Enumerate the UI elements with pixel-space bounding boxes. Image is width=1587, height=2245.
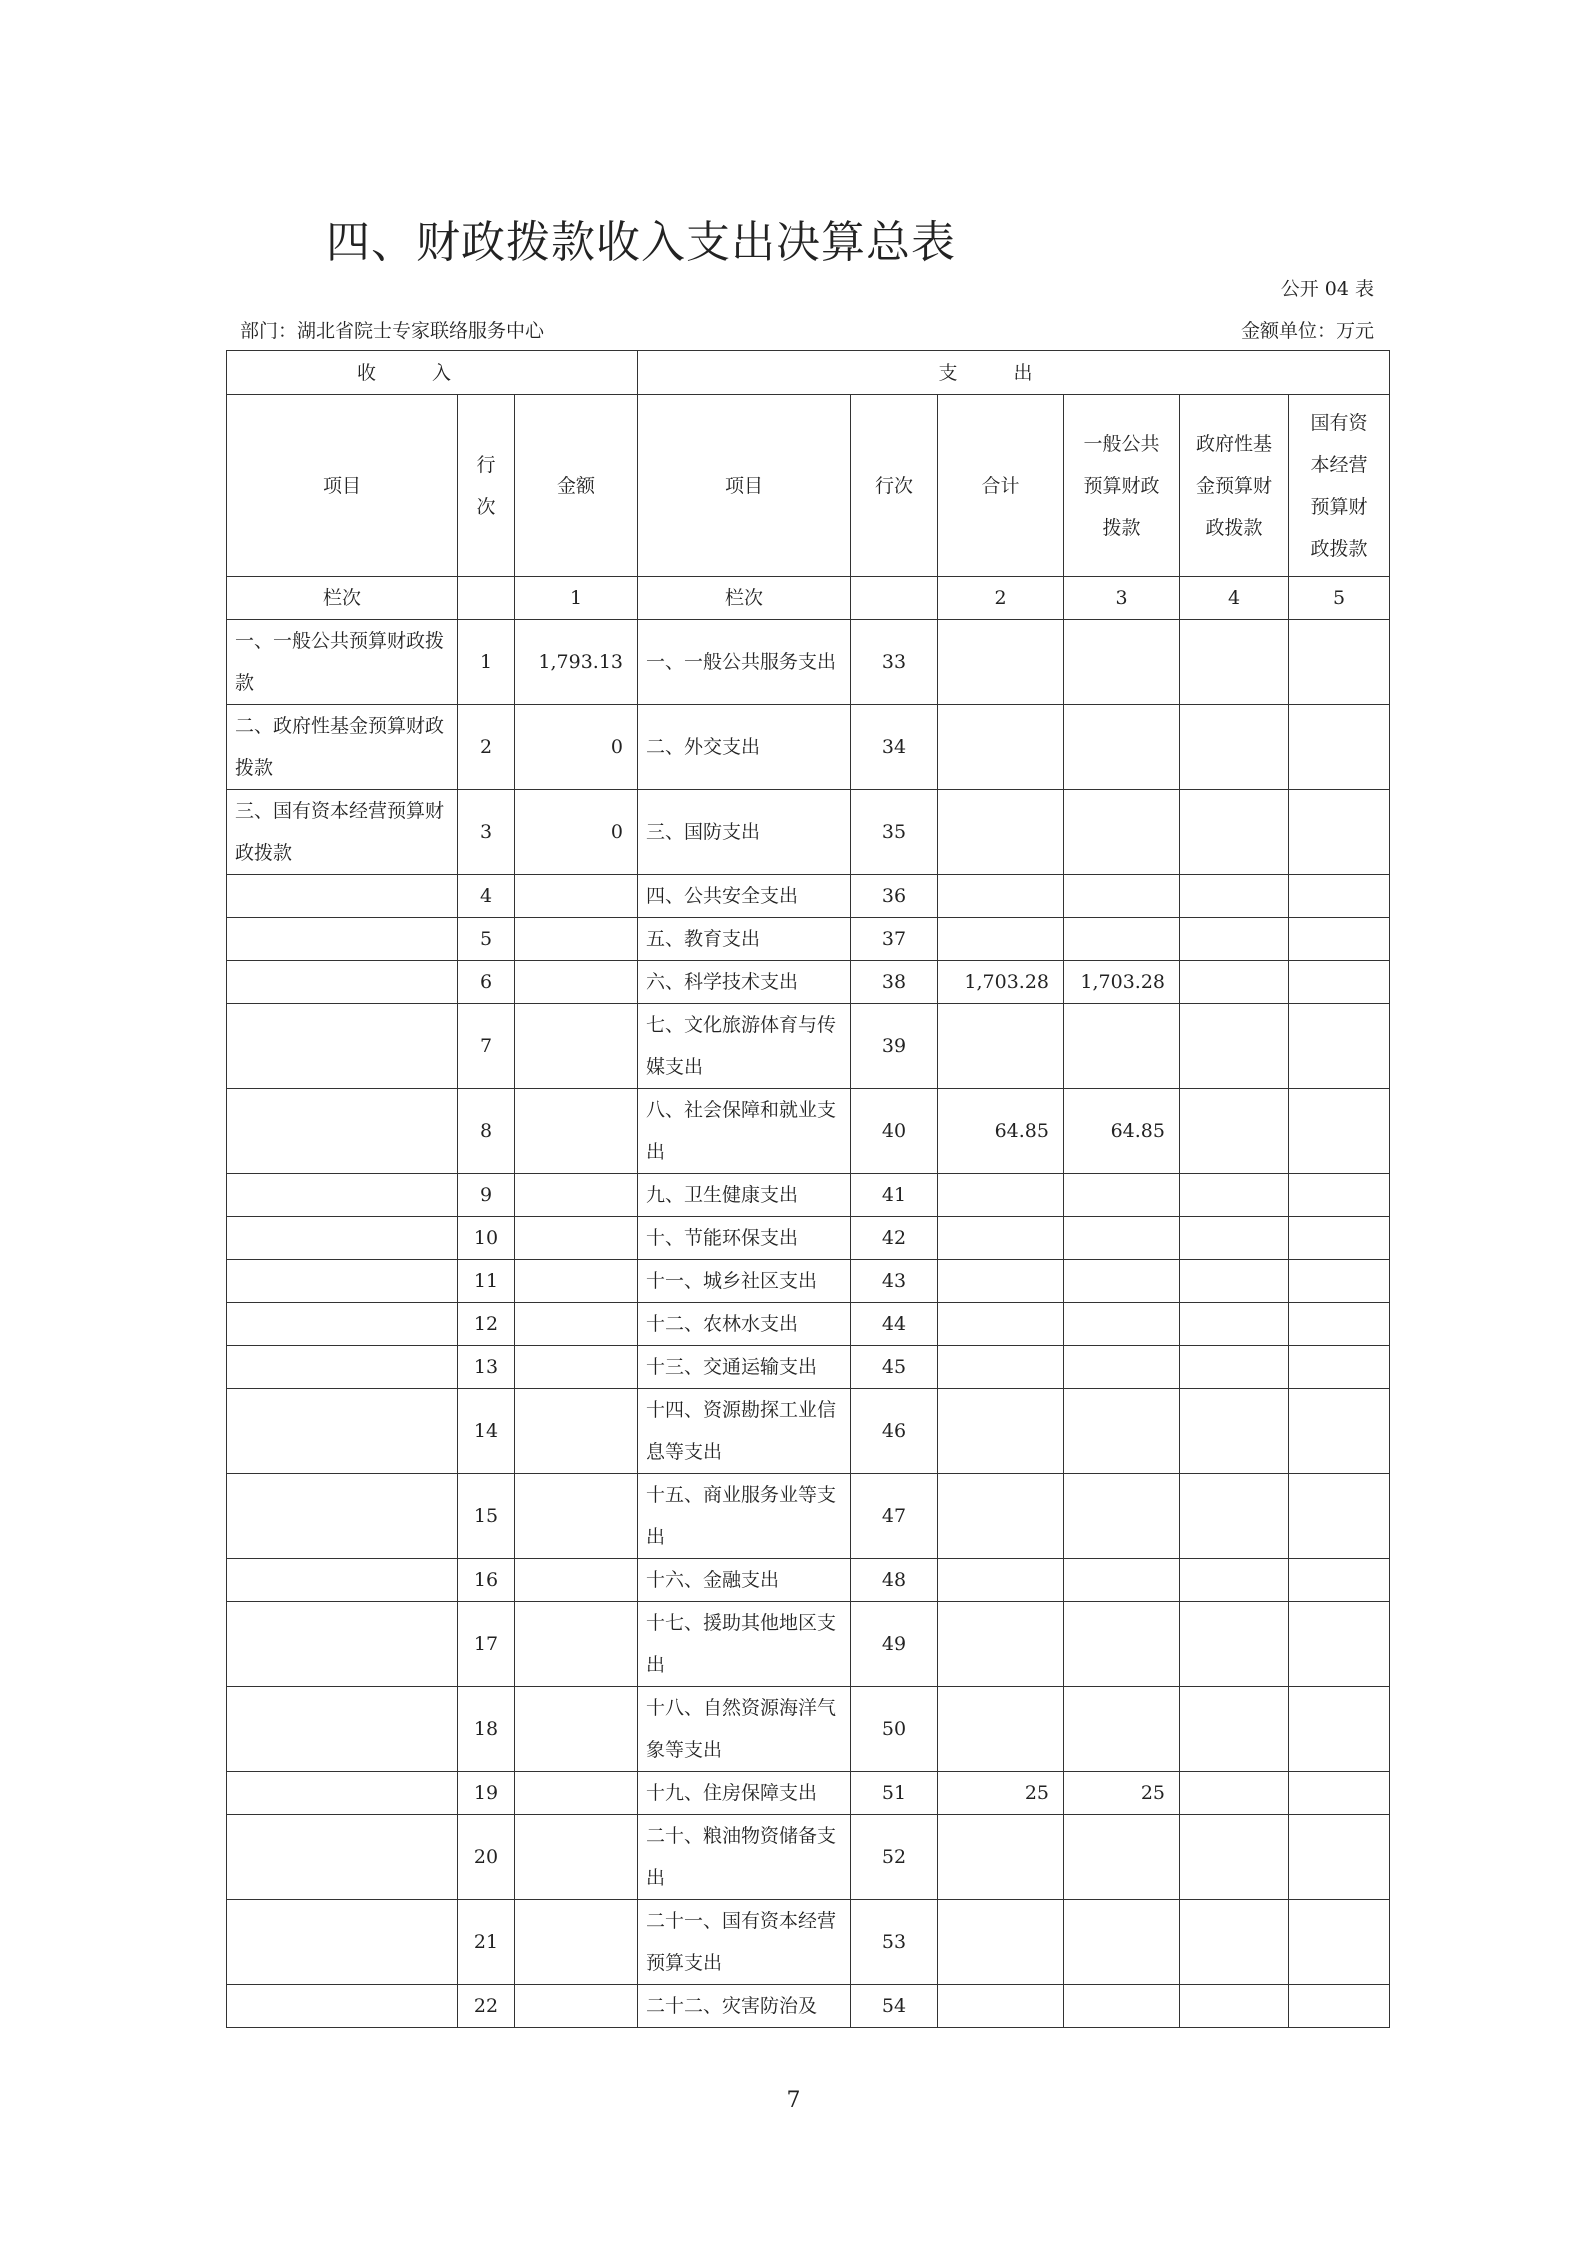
expense-row-no: 49 <box>851 1602 938 1687</box>
expense-item: 八、社会保障和就业支出 <box>638 1089 851 1174</box>
column-number: 2 <box>938 577 1064 620</box>
expense-row-no: 40 <box>851 1089 938 1174</box>
income-row-no: 17 <box>458 1602 515 1687</box>
gov-fund-amount <box>1180 620 1289 705</box>
page-number: 7 <box>786 2088 801 2113</box>
gov-fund-amount <box>1180 1303 1289 1346</box>
gov-fund-amount <box>1180 875 1289 918</box>
general-public-amount <box>1064 875 1180 918</box>
total-amount: 1,703.28 <box>938 961 1064 1004</box>
gov-fund-amount <box>1180 1602 1289 1687</box>
gov-fund-amount <box>1180 1174 1289 1217</box>
state-capital-amount <box>1289 961 1390 1004</box>
expense-item: 二十一、国有资本经营预算支出 <box>638 1900 851 1985</box>
general-public-amount <box>1064 790 1180 875</box>
income-item <box>227 1815 458 1900</box>
table-row <box>227 1004 1390 1089</box>
income-item <box>227 1602 458 1687</box>
income-row-no: 8 <box>458 1089 515 1174</box>
state-capital-amount <box>1289 1900 1390 1985</box>
total-amount <box>938 705 1064 790</box>
income-amount <box>515 1174 638 1217</box>
state-capital-amount <box>1289 918 1390 961</box>
income-row-no: 22 <box>458 1985 515 2028</box>
gov-fund-amount <box>1180 1772 1289 1815</box>
table-body <box>227 620 1390 2028</box>
expense-item: 十、节能环保支出 <box>638 1217 851 1260</box>
income-row-no: 14 <box>458 1389 515 1474</box>
table-row <box>227 1900 1390 1985</box>
expense-row-no: 33 <box>851 620 938 705</box>
table-row <box>227 1260 1390 1303</box>
general-public-amount <box>1064 1004 1180 1089</box>
income-amount <box>515 1815 638 1900</box>
expense-row-no: 46 <box>851 1389 938 1474</box>
total-amount <box>938 1900 1064 1985</box>
general-public-amount <box>1064 1474 1180 1559</box>
expense-item: 十八、自然资源海洋气象等支出 <box>638 1687 851 1772</box>
income-amount <box>515 1602 638 1687</box>
income-row-no: 9 <box>458 1174 515 1217</box>
state-capital-amount <box>1289 705 1390 790</box>
expense-row-no: 34 <box>851 705 938 790</box>
income-row-no-header: 行次 <box>458 395 515 577</box>
gov-fund-amount <box>1180 1260 1289 1303</box>
income-row-no: 5 <box>458 918 515 961</box>
state-capital-amount <box>1289 1772 1390 1815</box>
total-amount <box>938 1346 1064 1389</box>
expense-item: 十七、援助其他地区支出 <box>638 1602 851 1687</box>
general-public-amount <box>1064 1815 1180 1900</box>
total-amount <box>938 1602 1064 1687</box>
income-amount <box>515 1346 638 1389</box>
income-row-no: 4 <box>458 875 515 918</box>
gov-fund-amount <box>1180 1389 1289 1474</box>
income-item <box>227 1346 458 1389</box>
expense-row-no: 51 <box>851 1772 938 1815</box>
total-amount <box>938 1474 1064 1559</box>
general-public-header: 一般公共预算财政拨款 <box>1064 395 1180 577</box>
expense-row-no: 37 <box>851 918 938 961</box>
expense-row-no: 42 <box>851 1217 938 1260</box>
gov-fund-amount <box>1180 1900 1289 1985</box>
income-row-no: 10 <box>458 1217 515 1260</box>
gov-fund-amount <box>1180 961 1289 1004</box>
income-item <box>227 1174 458 1217</box>
state-capital-amount <box>1289 1815 1390 1900</box>
table-row <box>227 620 1390 705</box>
income-row-no: 19 <box>458 1772 515 1815</box>
income-amount <box>515 1217 638 1260</box>
expense-row-no: 43 <box>851 1260 938 1303</box>
expense-row-no: 39 <box>851 1004 938 1089</box>
income-item <box>227 918 458 961</box>
income-item <box>227 1217 458 1260</box>
income-section-header: 收入 <box>227 351 638 395</box>
income-row-no: 20 <box>458 1815 515 1900</box>
gov-fund-amount <box>1180 705 1289 790</box>
general-public-amount <box>1064 1217 1180 1260</box>
income-amount <box>515 1687 638 1772</box>
expense-item: 二十二、灾害防治及 <box>638 1985 851 2028</box>
state-capital-amount <box>1289 1303 1390 1346</box>
income-item-header: 项目 <box>227 395 458 577</box>
page-title: 四、财政拨款收入支出决算总表 <box>326 217 956 268</box>
general-public-amount <box>1064 1602 1180 1687</box>
gov-fund-amount <box>1180 918 1289 961</box>
general-public-amount <box>1064 1303 1180 1346</box>
state-capital-amount <box>1289 1389 1390 1474</box>
total-amount <box>938 1985 1064 2028</box>
income-amount <box>515 1389 638 1474</box>
expense-item: 二十、粮油物资储备支出 <box>638 1815 851 1900</box>
total-amount <box>938 620 1064 705</box>
column-number: 1 <box>515 577 638 620</box>
table-row <box>227 1772 1390 1815</box>
state-capital-amount <box>1289 1260 1390 1303</box>
income-amount <box>515 1474 638 1559</box>
table-row <box>227 1687 1390 1772</box>
income-row-no: 7 <box>458 1004 515 1089</box>
expense-row-no: 48 <box>851 1559 938 1602</box>
state-capital-amount <box>1289 1174 1390 1217</box>
column-number: 4 <box>1180 577 1289 620</box>
table-row <box>227 1474 1390 1559</box>
column-number: 3 <box>1064 577 1180 620</box>
income-row-no: 16 <box>458 1559 515 1602</box>
state-capital-amount <box>1289 1985 1390 2028</box>
income-item: 三、国有资本经营预算财政拨款 <box>227 790 458 875</box>
gov-fund-amount <box>1180 1815 1289 1900</box>
expense-row-no-header: 行次 <box>851 395 938 577</box>
income-item <box>227 961 458 1004</box>
expense-row-no: 36 <box>851 875 938 918</box>
total-header: 合计 <box>938 395 1064 577</box>
income-row-no: 6 <box>458 961 515 1004</box>
total-amount <box>938 1260 1064 1303</box>
income-item <box>227 875 458 918</box>
total-amount <box>938 1559 1064 1602</box>
gov-fund-amount <box>1180 1004 1289 1089</box>
total-amount <box>938 1004 1064 1089</box>
general-public-amount <box>1064 1900 1180 1985</box>
total-amount <box>938 875 1064 918</box>
income-row-no: 3 <box>458 790 515 875</box>
income-item <box>227 1559 458 1602</box>
expense-item: 六、科学技术支出 <box>638 961 851 1004</box>
income-item <box>227 1389 458 1474</box>
total-amount <box>938 1687 1064 1772</box>
general-public-amount <box>1064 1985 1180 2028</box>
expense-item: 十一、城乡社区支出 <box>638 1260 851 1303</box>
income-amount <box>515 918 638 961</box>
table-row <box>227 1346 1390 1389</box>
income-row-no: 2 <box>458 705 515 790</box>
income-item <box>227 1260 458 1303</box>
income-amount <box>515 1089 638 1174</box>
income-item <box>227 1303 458 1346</box>
table-row <box>227 1559 1390 1602</box>
income-row-no: 21 <box>458 1900 515 1985</box>
expense-row-no: 50 <box>851 1687 938 1772</box>
expense-item: 二、外交支出 <box>638 705 851 790</box>
expense-item: 九、卫生健康支出 <box>638 1174 851 1217</box>
income-item <box>227 1089 458 1174</box>
gov-fund-header: 政府性基金预算财政拨款 <box>1180 395 1289 577</box>
general-public-amount <box>1064 1346 1180 1389</box>
expense-section-header: 支出 <box>638 351 1390 395</box>
column-label: 栏次 <box>638 577 851 620</box>
table-row <box>227 1303 1390 1346</box>
income-amount <box>515 1260 638 1303</box>
income-amount <box>515 1303 638 1346</box>
general-public-amount <box>1064 918 1180 961</box>
expense-item: 四、公共安全支出 <box>638 875 851 918</box>
expense-item: 一、一般公共服务支出 <box>638 620 851 705</box>
income-row-no: 13 <box>458 1346 515 1389</box>
income-item: 二、政府性基金预算财政拨款 <box>227 705 458 790</box>
general-public-amount <box>1064 1260 1180 1303</box>
gov-fund-amount <box>1180 1985 1289 2028</box>
expense-row-no: 53 <box>851 1900 938 1985</box>
state-capital-amount <box>1289 1089 1390 1174</box>
table-row <box>227 875 1390 918</box>
total-amount <box>938 1389 1064 1474</box>
table-row <box>227 1174 1390 1217</box>
table-row <box>227 1089 1390 1174</box>
income-amount: 0 <box>515 705 638 790</box>
table-row <box>227 1217 1390 1260</box>
state-capital-amount <box>1289 1602 1390 1687</box>
table-row <box>227 705 1390 790</box>
income-item: 一、一般公共预算财政拨款 <box>227 620 458 705</box>
income-amount <box>515 1004 638 1089</box>
income-amount: 0 <box>515 790 638 875</box>
state-capital-amount <box>1289 1559 1390 1602</box>
expense-row-no: 38 <box>851 961 938 1004</box>
general-public-amount <box>1064 1559 1180 1602</box>
income-amount <box>515 1900 638 1985</box>
department-label: 部门：湖北省院士专家联络服务中心 <box>240 320 545 342</box>
fiscal-summary-table <box>226 350 1390 2028</box>
expense-row-no: 41 <box>851 1174 938 1217</box>
empty-cell <box>458 577 515 620</box>
income-item <box>227 1687 458 1772</box>
table-row <box>227 1602 1390 1687</box>
income-row-no: 1 <box>458 620 515 705</box>
expense-row-no: 52 <box>851 1815 938 1900</box>
income-row-no: 11 <box>458 1260 515 1303</box>
table-row <box>227 961 1390 1004</box>
table-row <box>227 1985 1390 2028</box>
income-amount <box>515 1772 638 1815</box>
expense-item: 十九、住房保障支出 <box>638 1772 851 1815</box>
income-amount <box>515 875 638 918</box>
income-amount: 1,793.13 <box>515 620 638 705</box>
table-row <box>227 918 1390 961</box>
gov-fund-amount <box>1180 1089 1289 1174</box>
expense-row-no: 54 <box>851 1985 938 2028</box>
table-row <box>227 1815 1390 1900</box>
income-item <box>227 1004 458 1089</box>
income-amount <box>515 1559 638 1602</box>
general-public-amount <box>1064 1174 1180 1217</box>
table-row <box>227 790 1390 875</box>
general-public-amount <box>1064 620 1180 705</box>
income-row-no: 15 <box>458 1474 515 1559</box>
state-capital-amount <box>1289 875 1390 918</box>
amount-unit-label: 金额单位：万元 <box>1240 320 1374 342</box>
expense-item: 三、国防支出 <box>638 790 851 875</box>
gov-fund-amount <box>1180 1217 1289 1260</box>
expense-item: 七、文化旅游体育与传媒支出 <box>638 1004 851 1089</box>
total-amount <box>938 790 1064 875</box>
table-row <box>227 1389 1390 1474</box>
state-capital-amount <box>1289 1346 1390 1389</box>
empty-cell <box>851 577 938 620</box>
expense-item: 十五、商业服务业等支出 <box>638 1474 851 1559</box>
expense-item: 十二、农林水支出 <box>638 1303 851 1346</box>
income-amount-header: 金额 <box>515 395 638 577</box>
state-capital-amount <box>1289 1004 1390 1089</box>
general-public-amount <box>1064 1389 1180 1474</box>
form-number: 公开 04 表 <box>1280 278 1374 300</box>
expense-item: 十六、金融支出 <box>638 1559 851 1602</box>
income-amount <box>515 961 638 1004</box>
gov-fund-amount <box>1180 1346 1289 1389</box>
general-public-amount <box>1064 1687 1180 1772</box>
gov-fund-amount <box>1180 790 1289 875</box>
state-capital-amount <box>1289 1474 1390 1559</box>
state-capital-amount <box>1289 1687 1390 1772</box>
gov-fund-amount <box>1180 1687 1289 1772</box>
total-amount <box>938 918 1064 961</box>
expense-item: 五、教育支出 <box>638 918 851 961</box>
gov-fund-amount <box>1180 1559 1289 1602</box>
income-row-no: 12 <box>458 1303 515 1346</box>
expense-row-no: 47 <box>851 1474 938 1559</box>
income-row-no: 18 <box>458 1687 515 1772</box>
expense-item-header: 项目 <box>638 395 851 577</box>
total-amount <box>938 1217 1064 1260</box>
total-amount <box>938 1174 1064 1217</box>
total-amount: 25 <box>938 1772 1064 1815</box>
income-item <box>227 1985 458 2028</box>
expense-item: 十四、资源勘探工业信息等支出 <box>638 1389 851 1474</box>
income-amount <box>515 1985 638 2028</box>
total-amount <box>938 1815 1064 1900</box>
expense-row-no: 45 <box>851 1346 938 1389</box>
column-number: 5 <box>1289 577 1390 620</box>
income-item <box>227 1900 458 1985</box>
general-public-amount: 25 <box>1064 1772 1180 1815</box>
general-public-amount: 64.85 <box>1064 1089 1180 1174</box>
column-label: 栏次 <box>227 577 458 620</box>
expense-row-no: 44 <box>851 1303 938 1346</box>
state-capital-amount <box>1289 790 1390 875</box>
state-capital-header: 国有资本经营预算财政拨款 <box>1289 395 1390 577</box>
total-amount: 64.85 <box>938 1089 1064 1174</box>
general-public-amount: 1,703.28 <box>1064 961 1180 1004</box>
expense-row-no: 35 <box>851 790 938 875</box>
income-item <box>227 1772 458 1815</box>
total-amount <box>938 1303 1064 1346</box>
gov-fund-amount <box>1180 1474 1289 1559</box>
state-capital-amount <box>1289 1217 1390 1260</box>
general-public-amount <box>1064 705 1180 790</box>
expense-item: 十三、交通运输支出 <box>638 1346 851 1389</box>
income-item <box>227 1474 458 1559</box>
state-capital-amount <box>1289 620 1390 705</box>
